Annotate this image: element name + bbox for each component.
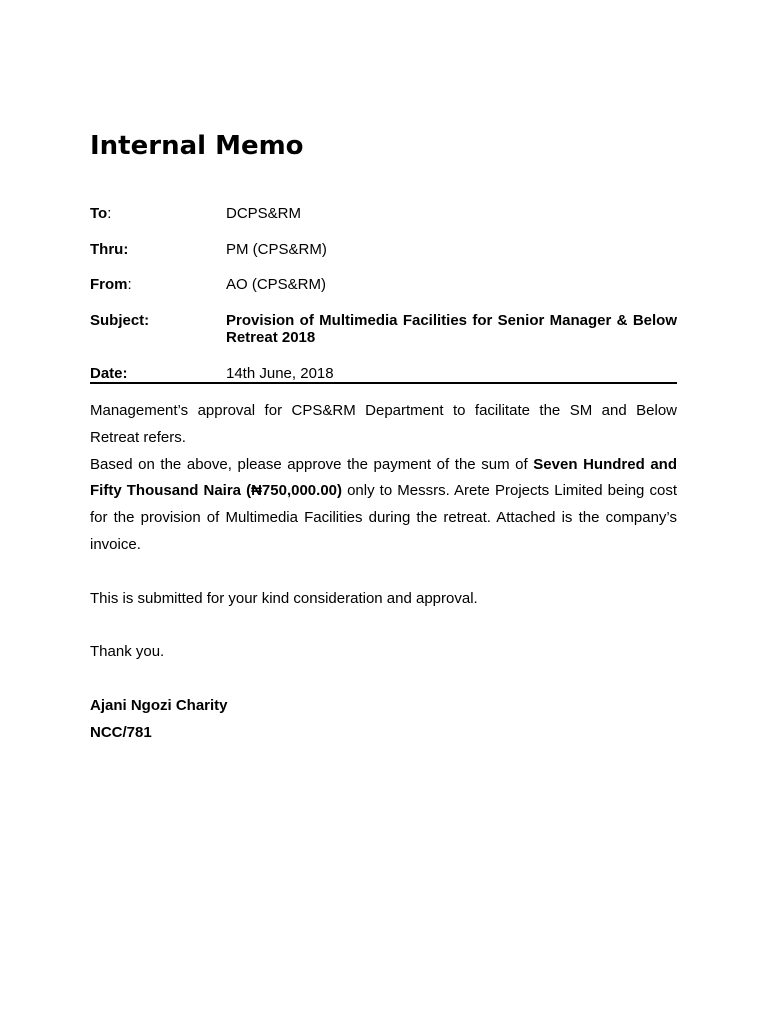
to-colon: : xyxy=(107,205,112,222)
date-label: Date: xyxy=(90,365,128,382)
body-paragraph-submission: This is submitted for your kind consideration and approval. xyxy=(90,589,478,607)
payment-text-suffix: only to Messrs. Arete Projects Limited being cost for the provision of Multimedia Facilities during the retreat. Attached is the company’s invoice. xyxy=(90,482,677,553)
memo-body xyxy=(90,398,677,746)
paragraph-spacer xyxy=(90,612,677,639)
header-row-to xyxy=(90,205,677,222)
header-row-date xyxy=(90,365,677,382)
header-row-subject xyxy=(90,312,677,346)
subject-value: Provision of Multimedia Facilities for Senior Manager & Below Retreat 2018 xyxy=(226,312,677,346)
body-paragraph-payment xyxy=(90,452,677,559)
from-label-cell xyxy=(90,276,226,293)
payment-text-prefix: Based on the above, please approve the payment of the sum of xyxy=(90,455,534,473)
memo-document xyxy=(90,128,677,741)
subject-label: Subject: xyxy=(90,312,150,329)
signature-id: NCC/781 xyxy=(90,723,152,741)
thru-value: PM (CPS&RM) xyxy=(226,241,327,258)
signature-name: Ajani Ngozi Charity xyxy=(90,696,228,714)
thru-label-cell xyxy=(90,241,226,258)
to-label: To xyxy=(90,205,108,222)
to-label-cell xyxy=(90,205,226,222)
body-paragraph-approval: Management’s approval for CPS&RM Department to facilitate the SM and Below Retreat refers. xyxy=(90,402,677,446)
to-value: DCPS&RM xyxy=(226,205,302,222)
paragraph-spacer xyxy=(90,666,677,693)
payment-amount: Seven Hundred and Fifty Thousand Naira (₦750,000.00) xyxy=(90,455,677,500)
from-label: From xyxy=(90,276,128,293)
header-row-from xyxy=(90,276,677,293)
header-divider xyxy=(90,382,677,384)
paragraph-spacer xyxy=(90,559,677,586)
from-value: AO (CPS&RM) xyxy=(226,276,327,293)
date-label-cell xyxy=(90,365,226,382)
body-paragraph-thanks: Thank you. xyxy=(90,643,165,661)
subject-label-cell xyxy=(90,312,226,346)
thru-label: Thru: xyxy=(90,241,129,258)
header-row-thru xyxy=(90,241,677,258)
date-value: 14th June, 2018 xyxy=(226,365,334,382)
from-colon: : xyxy=(127,276,132,293)
memo-title: Internal Memo xyxy=(90,131,304,161)
